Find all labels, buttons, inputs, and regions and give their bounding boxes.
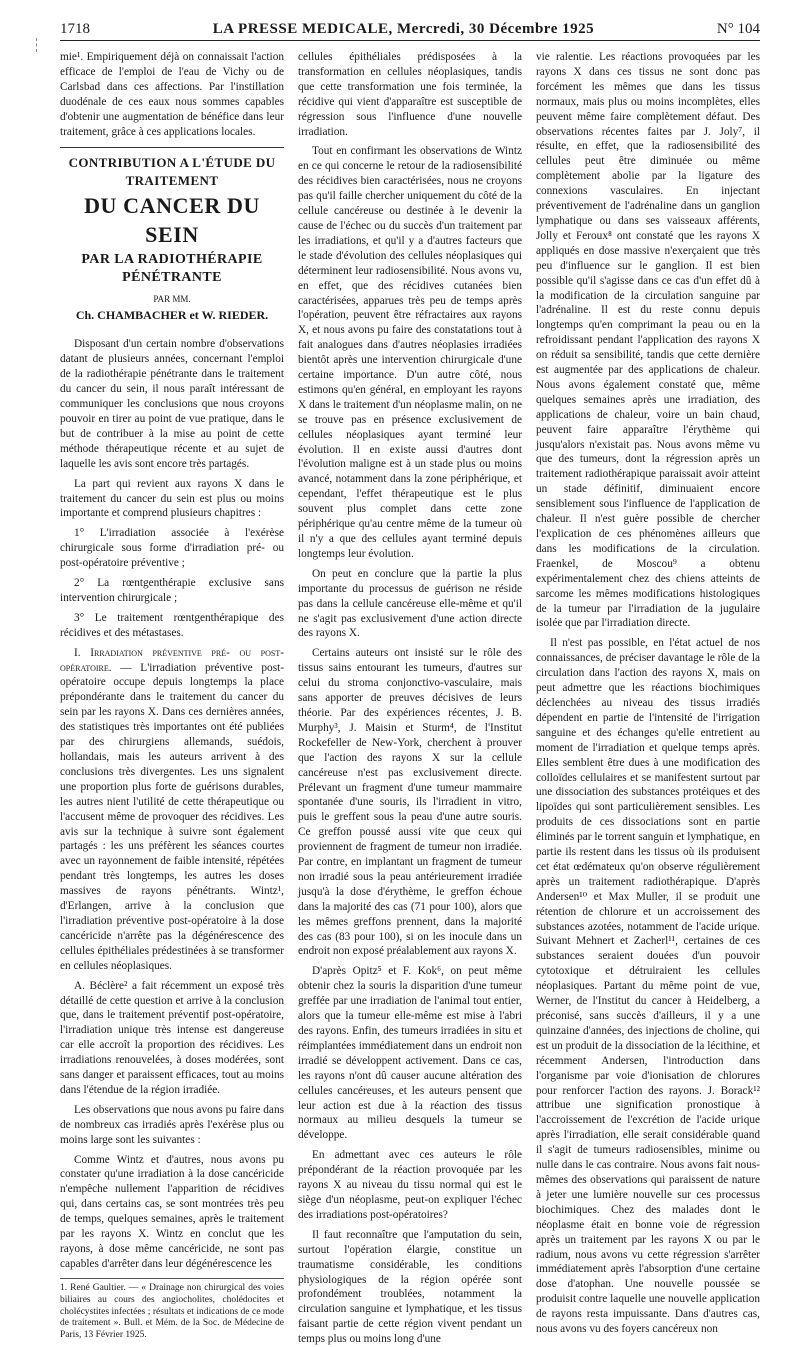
by-label: PAR MM. [153, 293, 191, 304]
paragraph: Certains auteurs ont insisté sur le rôle des tissus sains entourant les tumeurs, d'autres sur celui du stroma conjonctivo-vasculaire, mais sans apporter de preuves décisives de leurs théorie. Par des expériences récentes, J. B. Murphy³, J. Maisin et Sturm⁴, de l'Institut Rockefeller de New-York, cherchent à prouver que l'action des rayons X sur la cellule cancéreuse n'est pas exclusivement directe. Prélevant un fragment d'une tumeur mammaire spontanée d'une souris, ils l'irradient in vitro, puis le greffent sous la peau d'une autre souris. Ce greffon poussé aussi vite que ceux qui proviennent de fragment de tumeur non irradiée. Par contre, en implantant un fragment de tumeur non irradié sous la peau antérieurement irradiée jusqu'à la dose d'érythème, le greffon échoue dans la majorité des cas (71 pour 100), alors que les mêmes greffons prennent, dans la majorité des cas (83 pour 100), si on les inocule dans un endroit non exposé préalablement aux rayons X. [298, 647, 522, 958]
column-2 [298, 50, 522, 1346]
footnote: 1. René Gaultier. — « Drainage non chirurgical des voies biliaires au cours des angiocholites, cholédocites et cholécystites infectées ; résultats et indications de ce mode de traitement ». Bull. et Mém. de la Soc. de Médecine de Paris, 13 Février 1925. [60, 1278, 284, 1342]
paragraph: mie¹. Empiriquement déjà on connaissait l'action efficace de l'emploi de l'eau de Vichy ou de Carlsbad dans ces affections. Par l'instillation duodénale de ces eaux nous sommes capables d'obtenir une augmentation de bénéfice dans leur traitement, grâce à ces applications locales. [60, 51, 284, 138]
article-title-line-1: CONTRIBUTION A L'ÉTUDE DU TRAITEMENT [68, 155, 276, 188]
paragraph [60, 646, 284, 974]
column-3 [536, 50, 760, 1336]
paragraph: Tout en confirmant les observations de Wintz en ce qui concerne le retour de la radiosensibilité des récidives bien caractérisées, nous ne croyons pas qu'il faille chercher uniquement du côté de la cellule cancéreuse ou destinée à le devenir la cause de l'échec ou du succès d'un traitement par les irradiations, et qu'il y a d'autres facteurs que le stade d'évolution des cellules néoplasiques qui déterminent leur radiosensibilité. Nous avons vu, en effet, que des récidives cutanées bien caractérisées, apparues très peu de temps après l'opération, peuvent être réfractaires aux rayons X, et nous avons pu faire des constatations tout à fait analogues dans d'autres néoplasies irradiées bientôt après une intervention chirurgicale d'une certaine importance. D'un autre côté, nous estimons qu'en général, en employant les rayons X dans le traitement d'un néoplasme malin, on ne se trouve pas en présence exclusivement de cellules néoplasiques ayant terminé leur évolution. Il en existe aussi d'autres dont l'évolution maligne est à un stade plus ou moins avancé, notamment dans la zone périphérique, et cependant, l'effet thérapeutique est le plus souvent plus complet dans cette zone périphérique qu'au centre même de la tumeur où il n'y a que des cellules ayant terminé depuis longtemps leur évolution. [298, 145, 522, 560]
paragraph-text: — L'irradiation préventive post-opératoire occupe depuis longtemps la place prépondérante dans le traitement du cancer du sein par les rayons X. Dans ces dernières années, des statistiques très importantes ont été publiées par des chirurgiens allemands, suédois, hollandais, mais les auteurs arrivent à des conclusions très divergentes. Les uns signalent une proportion plus forte de guérisons durables, les autres nient l'utilité de cette thérapeutique ou l'accusent même de provoquer des récidives. Les avis sur la technique à suivre sont également partagés : les uns préfèrent les séances courtes avec un rayonnement de faible intensité, répétées pendant très longtemps, les autres les doses massives de rayons pénétrants. Wintz¹, d'Erlangen, arrive à la conclusion que l'irradiation préventive post-opératoire à la dose cancéricide n'arrête pas la dégénérescence des cellules épithéliales prédestinées à se transformer en cellules néoplasiques. [60, 661, 284, 972]
column-1 [60, 50, 284, 1341]
paragraph: vie ralentie. Les réactions provoquées par les rayons X dans ces tissus ne sont donc pas forcément les mêmes que dans les tissus normaux, mais plus ou moins incomplètes, elles peuvent même faire complètement défaut. Des observations récentes faites par J. Joly⁷, il résulte, en effet, que la radiosensibilité des cellules peut être diminuée ou même complètement abolie par la ligature des connexions vasculaires. En injectant préventivement de l'adrénaline dans un ganglion lymphatique ou dans ses vaisseaux afférents, Jolly et Feroux⁸ ont constaté que les rayons X appliqués en dose massive n'exerçaient que très peu d'influence sur le ganglion. Il est bien possible qu'il s'agisse dans ce cas d'un effet dû à la modification de la circulation sanguine par l'adrénaline. Il est du reste connu depuis longtemps qu'en comprimant la peau ou en la refroidissant pendant l'application des rayons X on réduit sa sensibilité, tandis que cette dernière est augmentée par des applications de chaleur. Nous avons également constaté que, même quelques semaines après une irradiation, des applications de chaleur, voire un bain chaud, peuvent faire apparaître l'érythème qui jusqu'alors n'existait pas. Nous avons même vu que des tumeurs, dont la régression après un traitement radiothérapique paraissait avoir atteint un stade définitif, diminuaient encore sensiblement sous l'influence de l'application de chaleur. Il n'est guère possible de chercher l'explication de ces phénomènes ailleurs que dans les modifications de la circulation. Fraenkel, de Moscou⁹ a obtenu expérimentalement chez des chiens atteints de sarcome les mêmes modifications histologiques de la tumeur par l'irradiation de la jugulaire isolée que par l'irradiation directe. [536, 51, 760, 630]
paragraph: Comme Wintz et d'autres, nous avons pu constater qu'une irradiation à la dose cancéricide n'empêche nullement l'apparition de récidives qui, dans certains cas, se sont montrées très peu de temps, quelques semaines, après le traitement par les rayons X. Wintz en conclut que les rayons, à dose même cancéricide, ne sont pas capables d'arrêter dans leur dégénérescence les [60, 1153, 284, 1270]
paragraph: Disposant d'un certain nombre d'observations datant de plusieurs années, concernant l'emploi de la radiothérapie pénétrante dans le traitement du cancer du sein, il nous paraît intéressant de communiquer les conclusions que nous croyons pouvoir en tirer au point de vue pratique, dans le but de contribuer à la mise au point de cette méthode thérapeutique récente et au sujet de laquelle les avis sont encore très partagés. [60, 338, 284, 470]
list-item: 2° La rœntgenthérapie exclusive sans intervention chirurgicale ; [60, 577, 284, 604]
paragraph: On peut en conclure que la partie la plus importante du processus de guérison ne réside pas dans la cellule cancéreuse elle-même et qu'il ne s'agit pas exclusivement d'une action directe des rayons X. [298, 567, 522, 640]
paragraph: cellules épithéliales prédisposées à la transformation en cellules néoplasiques, tandis que cette transformation une fois terminée, la récidive qui vient d'apparaître est susceptible de régression sous l'influence d'une nouvelle irradiation. [298, 51, 522, 138]
paragraph: A. Béclère² a fait récemment un exposé très détaillé de cette question et arrive à la conclusion que, dans le traitement préventif post-opératoire, l'irradiation unique très intense est dangereuse car elle accroît la proportion des récidives. Les irradiations renouvelées, à doses modérées, sont sans danger et paraissent efficaces, tout au moins dans l'étendue de la région irradiée. [60, 979, 284, 1096]
divider [60, 147, 284, 148]
issue-number: N° 104 [716, 20, 760, 37]
article-title-line-2: DU CANCER DU SEIN [84, 192, 260, 247]
authors: Ch. CHAMBACHER et W. RIEDER. [75, 307, 269, 322]
paragraph: D'après Opitz⁵ et F. Kok⁶, on peut même obtenir chez la souris la disparition d'une tumeur greffée par une irradiation de l'animal tout entier, alors que la tumeur elle-même est mise à l'abri des rayons. Enfin, des tumeurs irradiées in situ et réimplantées immédiatement dans un endroit non irradié se développent activement. Dans ce cas, les rayons n'ont dû causer aucune altération des cellules cancéreuses, et les auteurs pensent que leur action est due à la réaction des tissus normaux au milieu desquels la tumeur se développe. [298, 965, 522, 1142]
list-item: 1° L'irradiation associée à l'exérèse chirurgicale sous forme d'irradiation pré- ou post-opératoire préventive ; [60, 527, 284, 570]
margin-mark [36, 38, 41, 52]
article-columns [60, 50, 760, 1346]
page-number: 1718 [60, 20, 90, 37]
list-item: 3° Le traitement rœntgenthérapique des récidives et des métastases. [60, 611, 284, 639]
paragraph: Il faut reconnaître que l'amputation du sein, surtout l'opération élargie, constitue un traumatisme considérable, les conditions physiologiques de la région opérée sont profondément troublées, notamment la circulation sanguine et lymphatique, et les tissus faisant partie de cette région vivent pendant un temps plus ou moins long d'une [298, 1228, 522, 1346]
paragraph: La part qui revient aux rayons X dans le traitement du cancer du sein est plus ou moins importante et comprend plusieurs chapitres : [60, 477, 284, 520]
paragraph: En admettant avec ces auteurs le rôle prépondérant de la réaction provoquée par les rayons X au niveau du tissu normal qui est le siège d'un néoplasme, peut-on expliquer l'échec des irradiations post-opératoires? [298, 1149, 522, 1221]
section-heading: I. Irradiation préventive pré- ou post-opératoire. [60, 646, 284, 674]
paragraph: Il n'est pas possible, en l'état actuel de nos connaissances, de préciser davantage le rôle de la circulation dans l'action des rayons X, mais on peut admettre que les réactions biochimiques déclenchées au niveau des tissus irradiés dépendent en partie de l'intensité de l'irrigation sanguine et des échanges qu'elle entretient au moment de l'irradiation et quelque temps après. Elles semblent être dues à une modification des colloïdes cellulaires et se manifestent surtout par une dissociation des substances protéiques et des lipoïdes qui sont particulièrement sensibles. Les produits de ces dissociations sont en partie éliminés par le torrent sanguin et lymphatique, en partie ils restent dans les tissus où ils produisent cet état œdémateux qu'on observe régulièrement après un traitement radiothérapique. D'après Andersen¹⁰ et Max Muller, il se produit une rétention de chlorure et un accroissement des substances azotées, notamment de l'acide urique. Suivant Mehnert et Zacherl¹¹, certaines de ces substances seraient douées d'un pouvoir cytotoxique et détruiraient les cellules néoplasiques. Partant du même point de vue, Werner, de l'Institut du cancer à Heidelberg, a préconisé, sans succès d'ailleurs, il y a une quinzaine d'années, des injections de choline, qui est un produit de la dissociation de la lécithine, et récemment Andersen, l'introduction dans l'organisme par voie d'ionisation de chlorures pour renforcer l'action des rayons. J. Borack¹² attribue une signification pronostique à l'accroissement de l'excrétion de l'acide urique après l'irradiation, elle serait considérable quand il s'agit de tumeurs radiosensibles, minime ou nulle dans le cas contraire. Nous avons fait nous-mêmes des observations qui paraissent de nature à jeter une lumière nouvelle sur ces processus biochimiques. Chez des malades dont le néoplasme était en bonne voie de régression après un traitement par les rayons X ou par le radium, nous avons vu cette régression s'arrêter immédiatement après l'absorption d'une certaine dose d'atophan. Une nouvelle poussée se produisit contre laquelle une nouvelle application de rayons resta impuissante. Dans d'autres cas, nous avons vu des foyers cancéreux non [536, 637, 760, 1336]
page-header [60, 18, 760, 41]
paragraph: Les observations que nous avons pu faire dans de nombreux cas irradiés après l'exérèse plus ou moins large sont les suivantes : [60, 1103, 284, 1146]
article-title-line-3: PAR LA RADIOTHÉRAPIE PÉNÉTRANTE [81, 251, 263, 286]
journal-title: LA PRESSE MEDICALE, Mercredi, 30 Décembre 1925 [212, 20, 595, 37]
